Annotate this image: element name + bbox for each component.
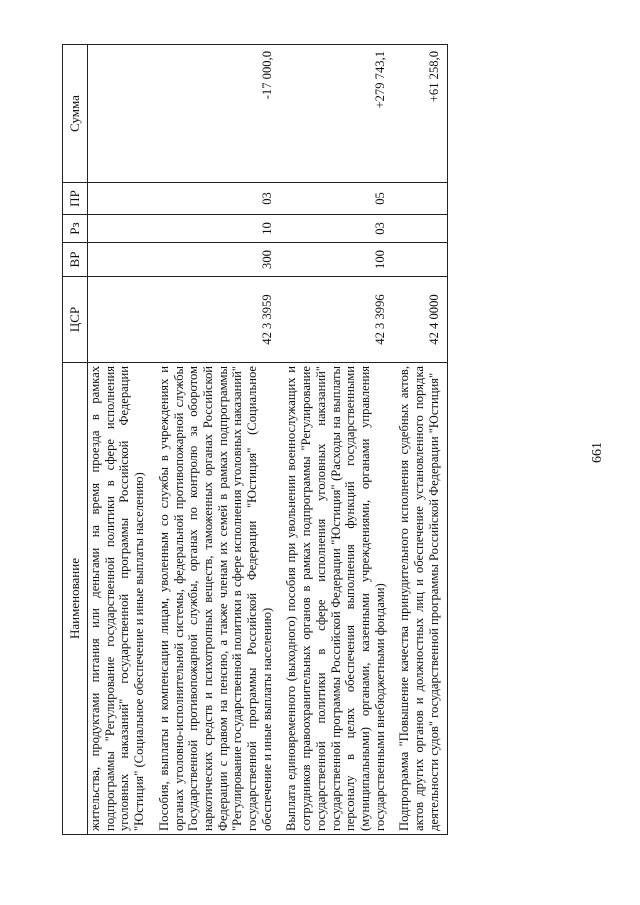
row-sum: +279 743,1 <box>280 45 393 183</box>
row-csr: 42 3 3959 <box>153 277 281 363</box>
row-name: Пособия, выплаты и компенсации лицам, уволенным со службы в учреждениях и органах уголовно-исполнительной системы, федеральной противопожарной службы Государственной противопожарной службы, органах по контролю за оборотом наркотических средств и психотропных веществ, таможенных органах Российской Федерации с правом на пенсию, а также членам их семей в рамках подпрограммы "Регулирование государственной политики в сфере исполнения уголовных наказаний" государственной программы Российской Федерации "Юстиция" (Социальное обеспечение и иные выплаты населению) <box>153 363 281 835</box>
row-pr <box>88 183 153 215</box>
budget-table <box>62 44 448 835</box>
row-rz: 03 <box>280 215 393 243</box>
row-csr <box>88 277 153 363</box>
row-csr: 42 3 3996 <box>280 277 393 363</box>
row-name: Выплата единовременного (выходного) пособия при увольнении военнослужащих и сотрудников правоохранительных органов в рамках подпрограммы "Регулирование государственной политики в сфере исполнения уголовных наказаний" государственной программы Российской Федерации "Юстиция" (Расходы на выплаты персоналу в целях обеспечения выполнения функций государственными (муниципальными) органами, казенными учреждениями, органами управления государственными внебюджетными фондами) <box>280 363 393 835</box>
row-sum: +61 258,0 <box>393 45 448 183</box>
header-rz: Рз <box>63 215 88 243</box>
row-sum: -17 000,0 <box>153 45 281 183</box>
row-vr <box>88 243 153 277</box>
row-pr: 05 <box>280 183 393 215</box>
header-csr: ЦСР <box>63 277 88 363</box>
header-name: Наименование <box>63 363 88 835</box>
table-row <box>280 45 393 835</box>
row-pr <box>393 183 448 215</box>
row-name: Подпрограмма "Повышение качества принудительного исполнения судебных актов, актов других органов и должностных лиц и обеспечение установленного порядка деятельности судов" государственной программы Российской Федерации "Юстиция" <box>393 363 448 835</box>
page-number: 661 <box>590 442 605 463</box>
row-vr: 100 <box>280 243 393 277</box>
row-vr <box>393 243 448 277</box>
header-sum: Сумма <box>63 45 88 183</box>
row-rz: 10 <box>153 215 281 243</box>
table-row <box>393 45 448 835</box>
table-header-row <box>63 45 88 835</box>
row-rz <box>88 215 153 243</box>
row-name: жительства, продуктами питания или деньгами на время проезда в рамках подпрограммы "Регулирование государственной политики в сфере исполнения уголовных наказаний" государственной программы Российской Федерации "Юстиция" (Социальное обеспечение и иные выплаты населению) <box>88 363 153 835</box>
header-pr: ПР <box>63 183 88 215</box>
row-sum <box>88 45 153 183</box>
table-row <box>88 45 153 835</box>
row-csr: 42 4 0000 <box>393 277 448 363</box>
header-vr: ВР <box>63 243 88 277</box>
row-pr: 03 <box>153 183 281 215</box>
table-row <box>153 45 281 835</box>
row-rz <box>393 215 448 243</box>
row-vr: 300 <box>153 243 281 277</box>
